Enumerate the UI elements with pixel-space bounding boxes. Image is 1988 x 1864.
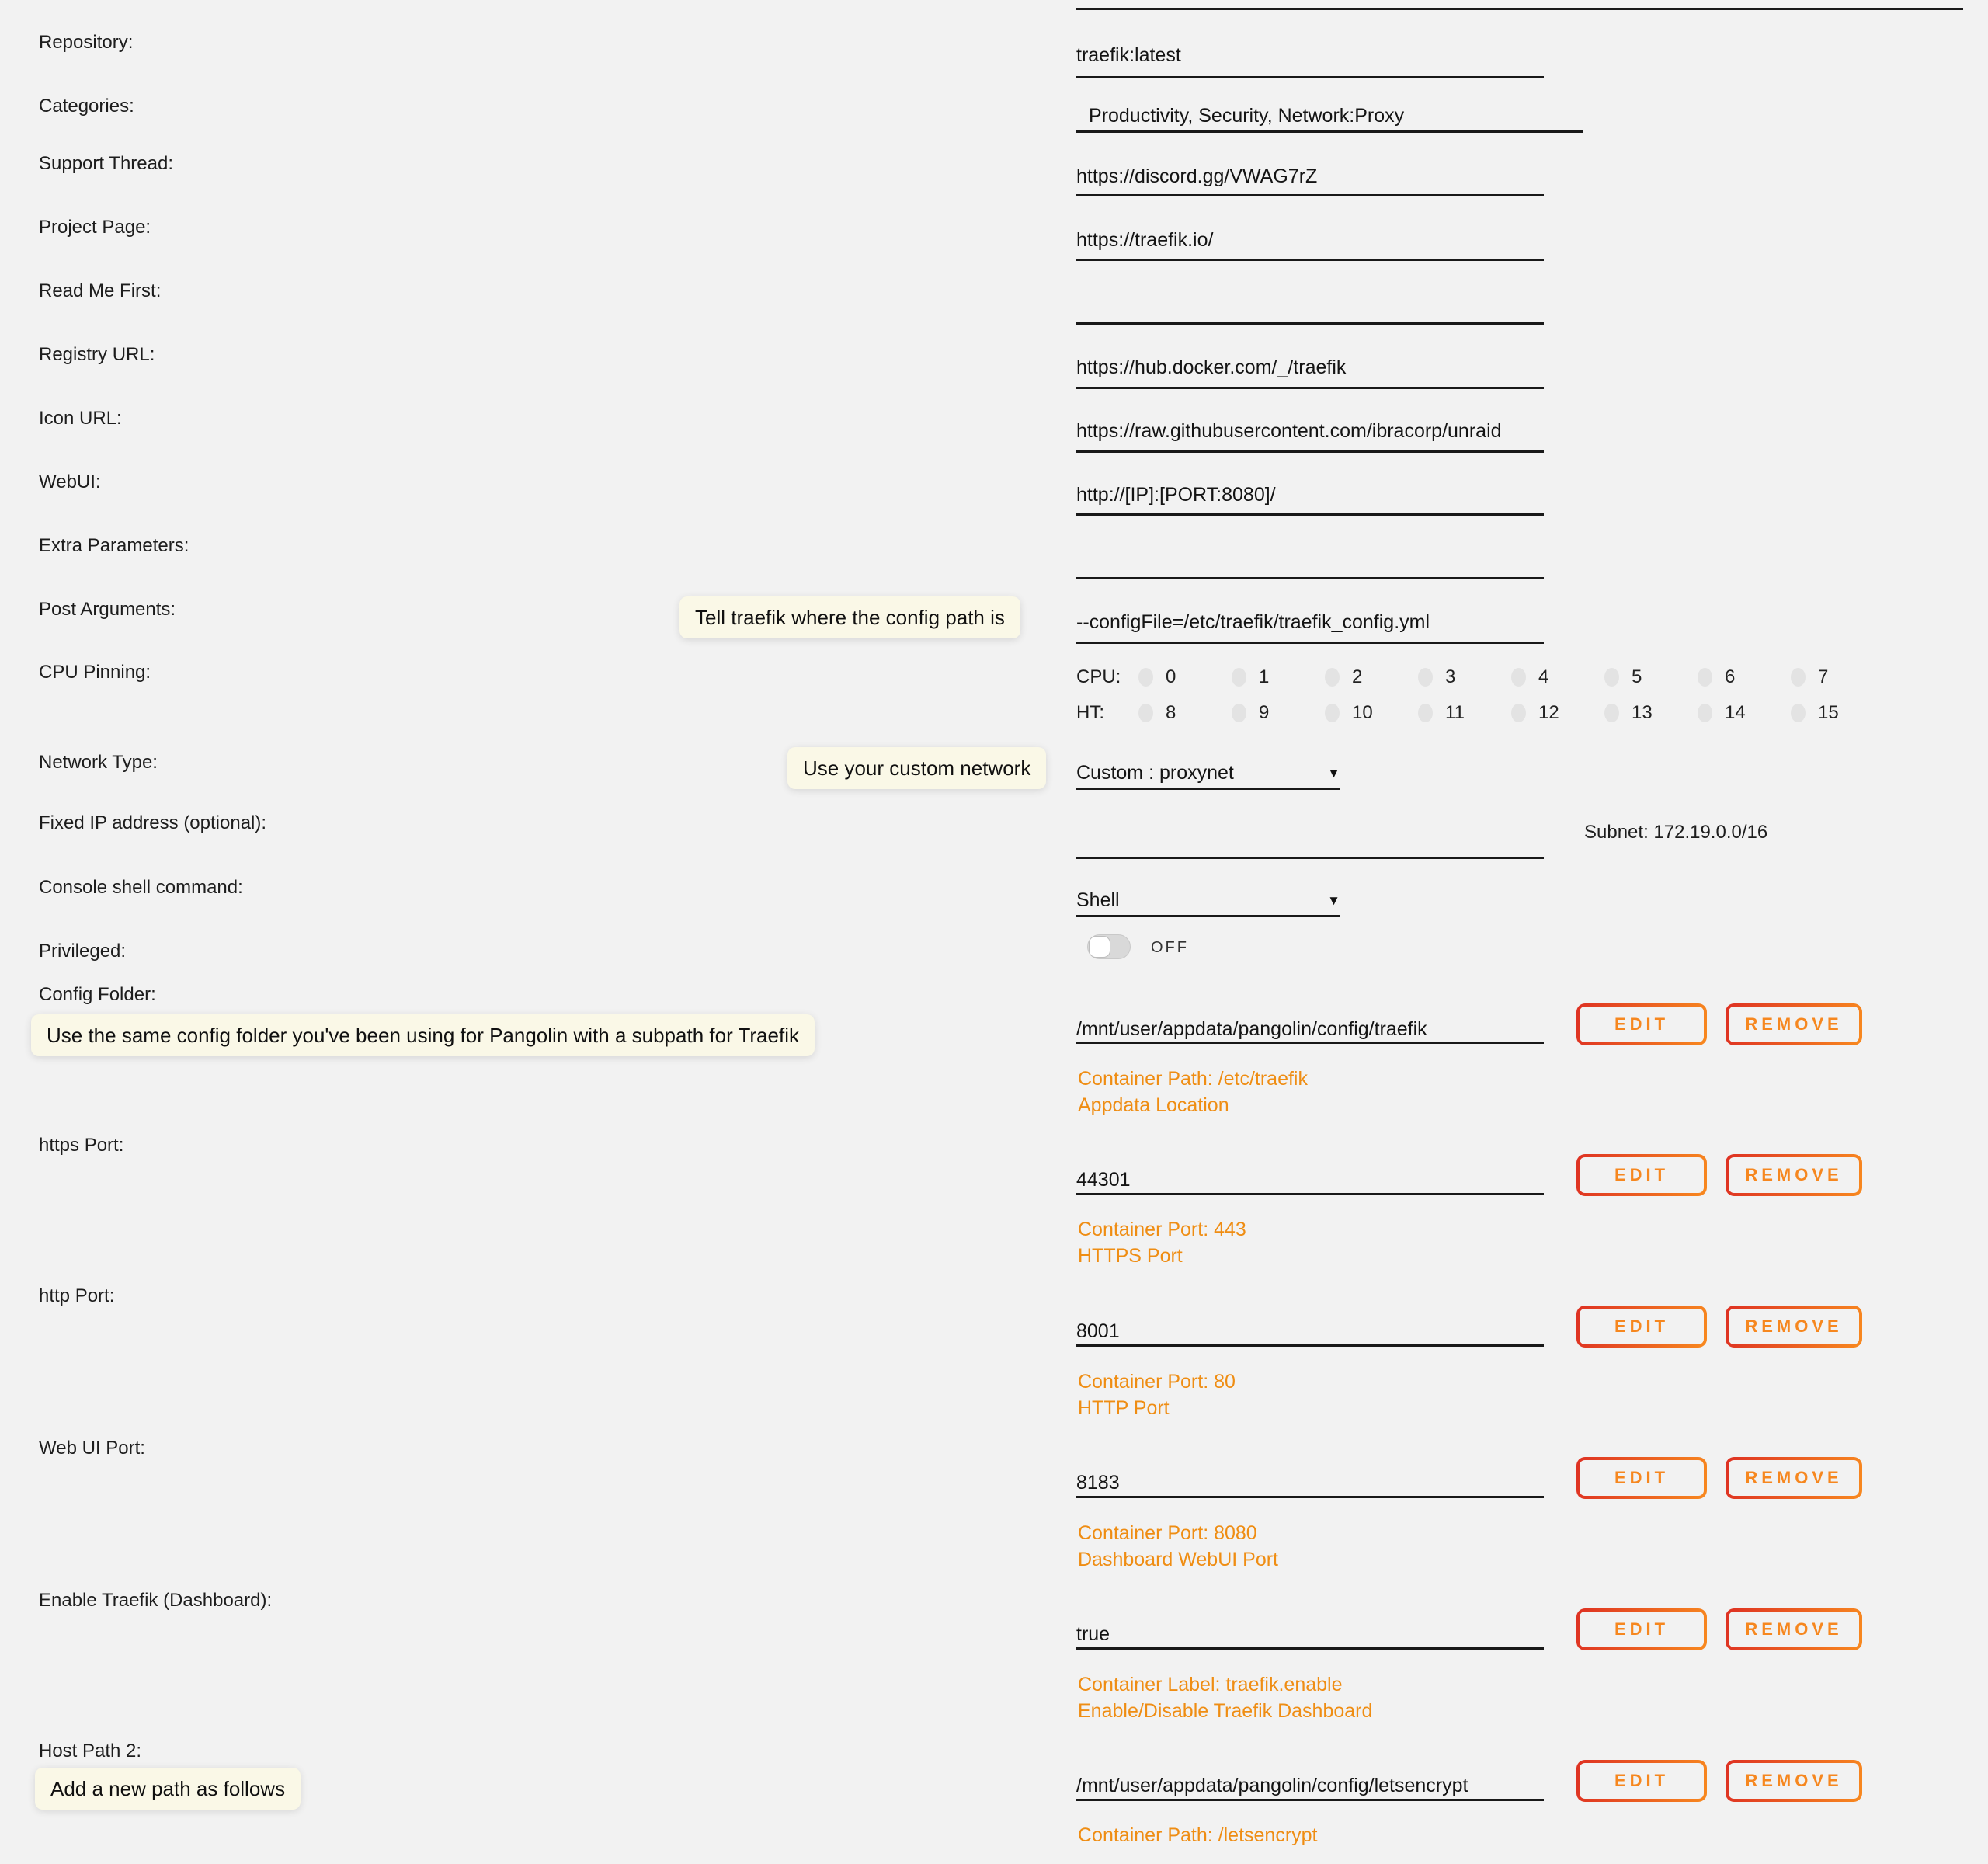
ht-14-label: 14 (1725, 702, 1746, 723)
ht-9-label: 9 (1259, 702, 1270, 723)
remove-button-label: REMOVE (1729, 1157, 1859, 1193)
config-folder-edit-button[interactable] (1576, 1003, 1707, 1045)
ht-11-checkbox[interactable] (1418, 704, 1433, 722)
cpu-2-label: 2 (1352, 666, 1363, 687)
ht-11-item[interactable] (1418, 702, 1511, 724)
http-port-remove-button[interactable] (1726, 1306, 1862, 1348)
cpu-0-checkbox[interactable] (1138, 668, 1153, 687)
cpu-3-label: 3 (1445, 666, 1456, 687)
edit-button-label: EDIT (1580, 1309, 1704, 1344)
ht-11-label: 11 (1445, 702, 1465, 723)
ht-8-item[interactable] (1138, 702, 1232, 724)
cpu-4-checkbox[interactable] (1511, 668, 1526, 687)
edit-button-label: EDIT (1580, 1460, 1704, 1496)
cpu-2-checkbox[interactable] (1325, 668, 1340, 687)
fixed-ip-input[interactable] (1076, 833, 1544, 859)
enable-dashboard-remove-button[interactable] (1726, 1608, 1862, 1650)
ht-10-item[interactable] (1325, 702, 1418, 724)
cpu-7-label: 7 (1818, 666, 1829, 687)
remove-button-label: REMOVE (1729, 1763, 1859, 1799)
cpu-row-prefix: CPU: (1076, 666, 1121, 687)
cpu-pinning-cpu-row (1076, 665, 1884, 690)
ht-8-checkbox[interactable] (1138, 704, 1153, 722)
ht-14-item[interactable] (1698, 702, 1791, 724)
console-shell-value: Shell (1076, 889, 1120, 911)
registry-url-input[interactable]: https://hub.docker.com/_/traefik (1076, 356, 1544, 389)
privileged-state-label: OFF (1151, 939, 1189, 956)
enable-dashboard-label: Enable Traefik (Dashboard): (39, 1590, 273, 1611)
config-folder-container-path: Container Path: /etc/traefik (1078, 1068, 1308, 1090)
webui-port-input[interactable]: 8183 (1076, 1471, 1544, 1498)
dropdown-caret-icon: ▼ (1327, 893, 1340, 908)
remove-button-label: REMOVE (1729, 1460, 1859, 1496)
config-folder-tooltip: Use the same config folder you've been using for Pangolin with a subpath for Traefik (31, 1014, 815, 1056)
ht-12-label: 12 (1538, 702, 1559, 723)
cpu-pinning-label: CPU Pinning: (39, 662, 151, 683)
cpu-1-item[interactable] (1232, 666, 1325, 688)
edit-button-label: EDIT (1580, 1612, 1704, 1647)
ht-12-item[interactable] (1511, 702, 1604, 724)
edit-button-label: EDIT (1580, 1763, 1704, 1799)
cpu-pinning-ht-row (1076, 701, 1884, 725)
categories-input[interactable]: Productivity, Security, Network:Proxy (1076, 104, 1583, 133)
webui-port-container-port: Container Port: 8080 (1078, 1522, 1257, 1544)
ht-8-label: 8 (1166, 702, 1176, 723)
extra-parameters-label: Extra Parameters: (39, 535, 189, 556)
extra-parameters-input[interactable] (1076, 553, 1544, 579)
remove-button-label: REMOVE (1729, 1007, 1859, 1042)
webui-port-remove-button[interactable] (1726, 1457, 1862, 1499)
remove-button-label: REMOVE (1729, 1612, 1859, 1647)
http-port-label: http Port: (39, 1285, 115, 1306)
config-folder-remove-button[interactable] (1726, 1003, 1862, 1045)
ht-9-item[interactable] (1232, 702, 1325, 724)
ht-12-checkbox[interactable] (1511, 704, 1526, 722)
config-folder-description: Appdata Location (1078, 1094, 1229, 1116)
ht-15-label: 15 (1818, 702, 1839, 723)
post-arguments-label: Post Arguments: (39, 599, 176, 620)
host-path-2-label: Host Path 2: (39, 1741, 142, 1761)
config-folder-input[interactable]: /mnt/user/appdata/pangolin/config/traefik (1076, 1017, 1544, 1044)
webui-port-edit-button[interactable] (1576, 1457, 1707, 1499)
cpu-3-item[interactable] (1418, 666, 1511, 688)
webui-input[interactable]: http://[IP]:[PORT:8080]/ (1076, 483, 1544, 516)
cpu-0-label: 0 (1166, 666, 1176, 687)
config-folder-label: Config Folder: (39, 984, 156, 1005)
host-path-2-container-path: Container Path: /letsencrypt (1078, 1824, 1318, 1846)
project-page-input[interactable]: https://traefik.io/ (1076, 228, 1544, 261)
http-port-description: HTTP Port (1078, 1397, 1170, 1419)
dropdown-caret-icon: ▼ (1327, 766, 1340, 781)
read-me-first-input[interactable] (1076, 298, 1544, 325)
read-me-first-label: Read Me First: (39, 280, 162, 301)
ht-13-checkbox[interactable] (1604, 704, 1619, 722)
ht-10-checkbox[interactable] (1325, 704, 1340, 722)
icon-url-label: Icon URL: (39, 408, 122, 429)
cpu-6-label: 6 (1725, 666, 1736, 687)
http-port-edit-button[interactable] (1576, 1306, 1707, 1348)
ht-14-checkbox[interactable] (1698, 704, 1712, 722)
cpu-6-checkbox[interactable] (1698, 668, 1712, 687)
cpu-1-label: 1 (1259, 666, 1270, 687)
cpu-7-checkbox[interactable] (1791, 668, 1806, 687)
support-thread-input[interactable]: https://discord.gg/VWAG7rZ (1076, 165, 1544, 196)
enable-dashboard-edit-button[interactable] (1576, 1608, 1707, 1650)
cpu-3-checkbox[interactable] (1418, 668, 1433, 687)
https-port-label: https Port: (39, 1135, 124, 1156)
ht-10-label: 10 (1352, 702, 1373, 723)
https-port-description: HTTPS Port (1078, 1245, 1183, 1267)
ht-13-label: 13 (1632, 702, 1653, 723)
support-thread-label: Support Thread: (39, 153, 174, 174)
cpu-7-item[interactable] (1791, 666, 1884, 688)
webui-label: WebUI: (39, 471, 101, 492)
https-port-container-port: Container Port: 443 (1078, 1219, 1246, 1240)
network-type-value: Custom : proxynet (1076, 762, 1234, 784)
icon-url-input[interactable]: https://raw.githubusercontent.com/ibracorp/unraid (1076, 419, 1544, 453)
network-type-label: Network Type: (39, 752, 158, 773)
repository-label: Repository: (39, 32, 134, 53)
registry-url-label: Registry URL: (39, 344, 155, 365)
cpu-6-item[interactable] (1698, 666, 1791, 688)
ht-15-checkbox[interactable] (1791, 704, 1806, 722)
fixed-ip-label: Fixed IP address (optional): (39, 812, 267, 833)
host-path-2-edit-button[interactable] (1576, 1760, 1707, 1802)
https-port-remove-button[interactable] (1726, 1154, 1862, 1196)
cpu-4-label: 4 (1538, 666, 1549, 687)
cpu-5-item[interactable] (1604, 666, 1698, 688)
cpu-5-label: 5 (1632, 666, 1642, 687)
subnet-info: Subnet: 172.19.0.0/16 (1584, 822, 1768, 843)
toggle-track (1087, 934, 1131, 959)
host-path-2-input[interactable]: /mnt/user/appdata/pangolin/config/letsencrypt (1076, 1774, 1544, 1801)
enable-dashboard-container-label: Container Label: traefik.enable (1078, 1674, 1343, 1695)
toggle-knob (1089, 936, 1110, 958)
https-port-edit-button[interactable] (1576, 1154, 1707, 1196)
console-shell-label: Console shell command: (39, 877, 243, 898)
host-path-2-remove-button[interactable] (1726, 1760, 1862, 1802)
http-port-container-port: Container Port: 80 (1078, 1371, 1236, 1393)
enable-dashboard-input[interactable]: true (1076, 1622, 1544, 1650)
enable-dashboard-description: Enable/Disable Traefik Dashboard (1078, 1700, 1373, 1722)
cpu-1-checkbox[interactable] (1232, 668, 1246, 687)
cpu-4-item[interactable] (1511, 666, 1604, 688)
network-type-select[interactable] (1076, 761, 1340, 790)
repository-input[interactable]: traefik:latest (1076, 43, 1544, 78)
console-shell-select[interactable] (1076, 889, 1340, 917)
privileged-toggle[interactable] (1087, 934, 1131, 959)
privileged-label: Privileged: (39, 941, 127, 962)
https-port-input[interactable]: 44301 (1076, 1168, 1544, 1195)
ht-13-item[interactable] (1604, 702, 1698, 724)
cpu-5-checkbox[interactable] (1604, 668, 1619, 687)
post-arguments-tooltip: Tell traefik where the config path is (679, 596, 1020, 638)
ht-15-item[interactable] (1791, 702, 1884, 724)
project-page-label: Project Page: (39, 217, 151, 238)
ht-row-prefix: HT: (1076, 702, 1104, 723)
webui-port-label: Web UI Port: (39, 1438, 145, 1459)
host-path-2-tooltip: Add a new path as follows (35, 1768, 301, 1810)
ht-9-checkbox[interactable] (1232, 704, 1246, 722)
edit-button-label: EDIT (1580, 1157, 1704, 1193)
post-arguments-input[interactable]: --configFile=/etc/traefik/traefik_config.yml (1076, 610, 1544, 644)
cpu-0-item[interactable] (1138, 666, 1232, 688)
network-type-tooltip: Use your custom network (787, 747, 1046, 789)
edit-button-label: EDIT (1580, 1007, 1704, 1042)
http-port-input[interactable]: 8001 (1076, 1320, 1544, 1347)
cpu-2-item[interactable] (1325, 666, 1418, 688)
remove-button-label: REMOVE (1729, 1309, 1859, 1344)
top-field-underline (1076, 8, 1963, 10)
webui-port-description: Dashboard WebUI Port (1078, 1549, 1278, 1570)
categories-label: Categories: (39, 96, 134, 116)
